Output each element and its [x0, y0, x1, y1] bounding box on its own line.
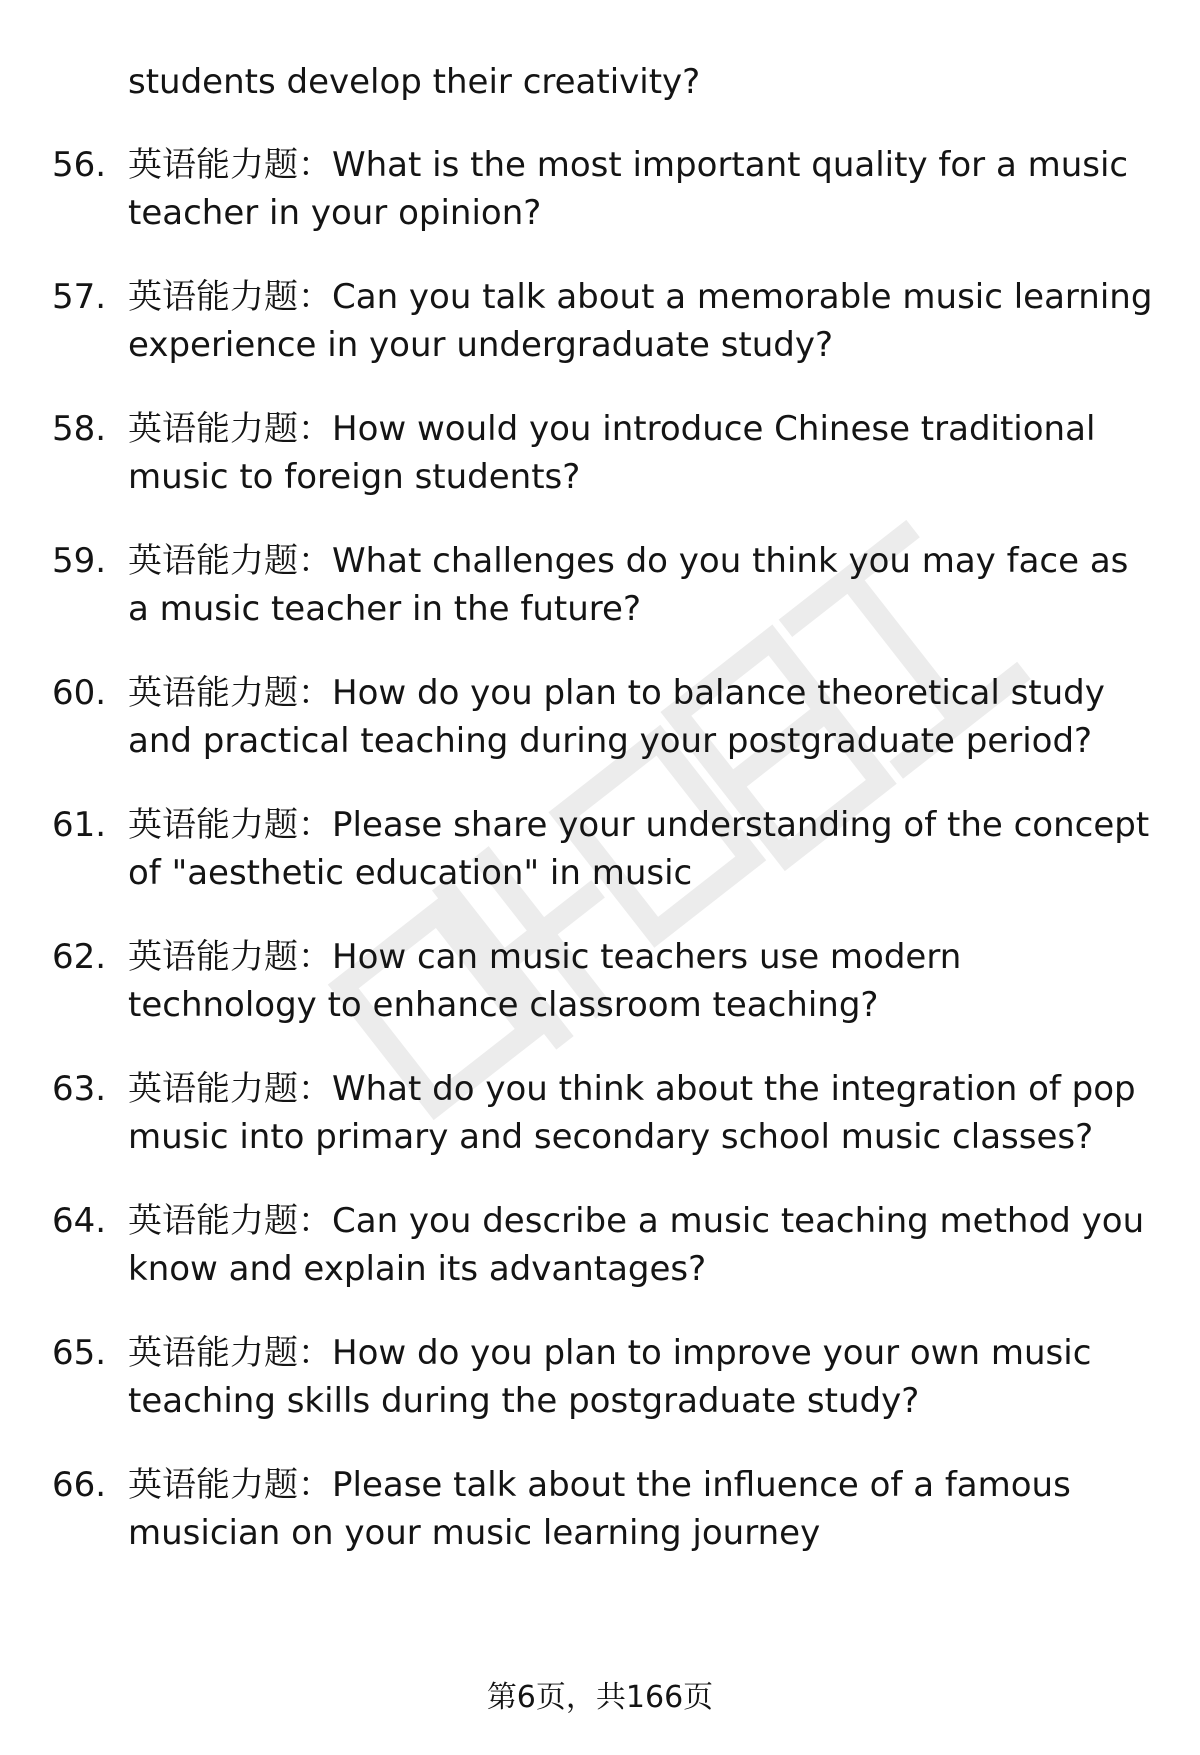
- question-category-label: 英语能力题：: [128, 805, 332, 845]
- question-number: 60.: [52, 673, 107, 713]
- question-text: How do you plan to improve your own music teaching skills during the postgraduate study?: [128, 1333, 1092, 1421]
- question-item: [0, 1329, 1200, 1425]
- question-item: [0, 405, 1200, 501]
- question-number: 61.: [52, 805, 107, 845]
- question-category-label: 英语能力题：: [128, 541, 332, 581]
- question-category-label: 英语能力题：: [128, 409, 332, 449]
- question-item: [0, 933, 1200, 1029]
- question-number: 64.: [52, 1201, 107, 1241]
- question-item: [0, 273, 1200, 369]
- question-text: What is the most important quality for a music teacher in your opinion?: [128, 145, 1129, 233]
- question-text: Can you talk about a memorable music learning experience in your undergraduate study?: [128, 277, 1153, 365]
- question-item: [0, 1197, 1200, 1293]
- question-text: How do you plan to balance theoretical study and practical teaching during your postgraduate period?: [128, 673, 1105, 761]
- question-item: [0, 537, 1200, 633]
- question-category-label: 英语能力题：: [128, 145, 332, 185]
- question-number: 58.: [52, 409, 107, 449]
- question-text: How would you introduce Chinese traditional music to foreign students?: [128, 409, 1096, 497]
- question-list: [0, 141, 1200, 1593]
- question-text: Please share your understanding of the concept of "aesthetic education" in music: [128, 805, 1150, 893]
- question-text: Please talk about the influence of a famous musician on your music learning journey: [128, 1465, 1071, 1553]
- question-number: 57.: [52, 277, 107, 317]
- question-category-label: 英语能力题：: [128, 1069, 332, 1109]
- page-footer: 第6页，共166页: [486, 1680, 714, 1715]
- question-category-label: 英语能力题：: [128, 673, 332, 713]
- question-item: [0, 1461, 1200, 1557]
- question-text: How can music teachers use modern technology to enhance classroom teaching?: [128, 937, 962, 1025]
- question-number: 66.: [52, 1465, 107, 1505]
- question-item: [0, 801, 1200, 897]
- question-text: What challenges do you think you may face as a music teacher in the future?: [128, 541, 1129, 629]
- question-text: Can you describe a music teaching method you know and explain its advantages?: [128, 1201, 1145, 1289]
- question-category-label: 英语能力题：: [128, 1465, 332, 1505]
- question-item: [0, 141, 1200, 237]
- question-category-label: 英语能力题：: [128, 1201, 332, 1241]
- question-item: [0, 1065, 1200, 1161]
- question-category-label: 英语能力题：: [128, 277, 332, 317]
- question-item: [0, 669, 1200, 765]
- question-category-label: 英语能力题：: [128, 1333, 332, 1373]
- question-text: What do you think about the integration of pop music into primary and secondary school music classes?: [128, 1069, 1136, 1157]
- question-number: 65.: [52, 1333, 107, 1373]
- question-number: 59.: [52, 541, 107, 581]
- question-category-label: 英语能力题：: [128, 937, 332, 977]
- question-number: 62.: [52, 937, 107, 977]
- question-number: 56.: [52, 145, 107, 185]
- question-number: 63.: [52, 1069, 107, 1109]
- continuation-text: students develop their creativity?: [128, 62, 701, 102]
